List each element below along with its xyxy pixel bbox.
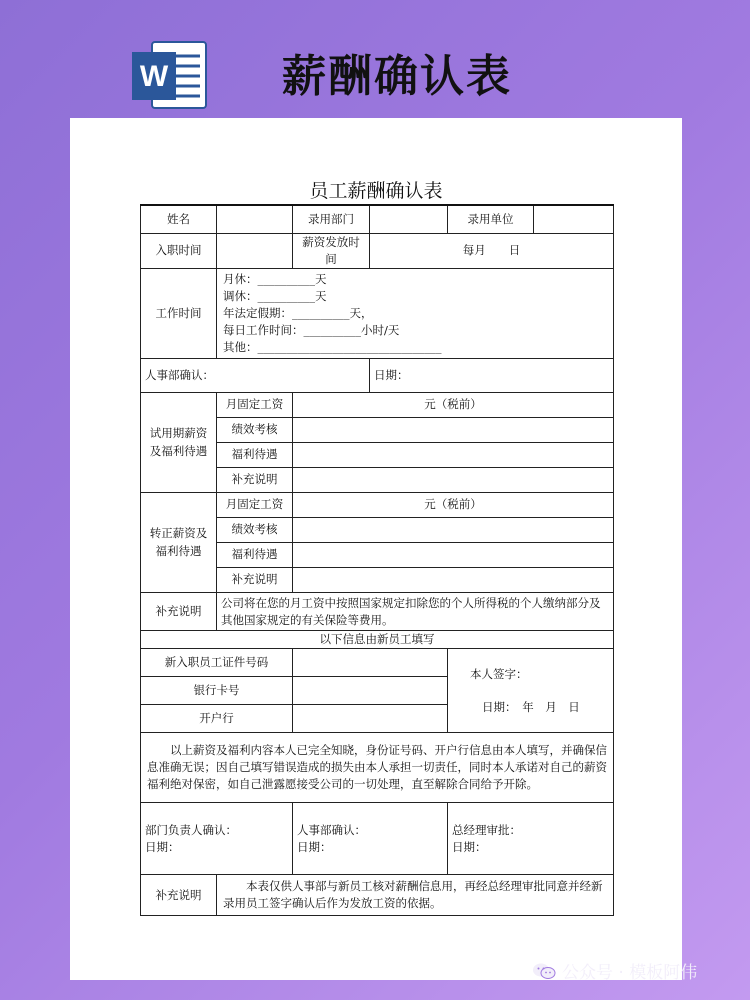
supplement-label: 补充说明 bbox=[141, 593, 217, 631]
regular-notes-field[interactable] bbox=[293, 568, 614, 593]
regular-label: 转正薪资及福利待遇 bbox=[141, 493, 217, 593]
join-date-field[interactable] bbox=[217, 233, 293, 269]
table-row bbox=[141, 593, 614, 631]
svg-text:W: W bbox=[139, 60, 169, 93]
signature-label: 本人签字： bbox=[470, 666, 528, 681]
bank-card-field[interactable] bbox=[293, 677, 448, 705]
salary-form-table bbox=[140, 204, 614, 916]
banner-title: 薪酬确认表 bbox=[282, 51, 512, 102]
id-number-field[interactable] bbox=[293, 649, 448, 677]
probation-item-salary: 月固定工资 bbox=[217, 393, 293, 418]
payday-label: 薪资发放时间 bbox=[293, 233, 370, 269]
unit-field[interactable] bbox=[534, 205, 614, 233]
regular-item-salary: 月固定工资 bbox=[217, 493, 293, 518]
other-line: 其他：________________________________ bbox=[223, 340, 442, 354]
probation-item-benefits: 福利待遇 bbox=[217, 443, 293, 468]
watermark-text: 公众号 · 模板阿伟 bbox=[562, 963, 698, 983]
worktime-label: 工作时间 bbox=[141, 269, 217, 359]
bank-branch-field[interactable] bbox=[293, 705, 448, 733]
daily-hours-line: 每日工作时间：__________小时/天 bbox=[223, 323, 400, 337]
new-employee-header: 以下信息由新员工填写 bbox=[141, 631, 614, 649]
final-note-text: 本表仅供人事部与新员工核对薪酬信息用，再经总经理审批同意并经新录用员工签字确认后作为发放工资的依据。 bbox=[217, 875, 614, 916]
gm-approval-date: 日期： bbox=[452, 839, 487, 854]
table-row bbox=[141, 205, 614, 233]
bank-branch-label: 开户行 bbox=[141, 705, 293, 733]
regular-performance-field[interactable] bbox=[293, 518, 614, 543]
gm-approval-label: 总经理审批： bbox=[452, 822, 521, 837]
hr-confirm-date[interactable]: 日期： bbox=[370, 359, 614, 393]
hr-approval-label: 人事部确认： bbox=[297, 822, 366, 837]
table-row bbox=[141, 233, 614, 269]
unit-label: 录用单位 bbox=[448, 205, 534, 233]
department-field[interactable] bbox=[370, 205, 448, 233]
wechat-icon bbox=[532, 962, 556, 980]
regular-benefits-field[interactable] bbox=[293, 543, 614, 568]
table-row bbox=[141, 875, 614, 916]
watermark bbox=[532, 958, 697, 983]
supplement-text: 公司将在您的月工资中按照国家规定扣除您的个人所得税的个人缴纳部分及其他国家规定的有关保险等费用。 bbox=[217, 593, 614, 631]
probation-benefits-field[interactable] bbox=[293, 443, 614, 468]
probation-item-notes: 补充说明 bbox=[217, 468, 293, 493]
probation-label: 试用期薪资及福利待遇 bbox=[141, 393, 217, 493]
table-row bbox=[141, 803, 614, 875]
table-row bbox=[141, 269, 614, 359]
name-field[interactable] bbox=[217, 205, 293, 233]
annual-holiday-line: 年法定假期：__________天， bbox=[223, 306, 373, 320]
document-page bbox=[70, 118, 682, 980]
id-number-label: 新入职员工证件号码 bbox=[141, 649, 293, 677]
gm-approval[interactable] bbox=[448, 803, 614, 875]
table-row bbox=[141, 649, 614, 677]
name-label: 姓名 bbox=[141, 205, 217, 233]
hr-approval-date: 日期： bbox=[297, 839, 332, 854]
bank-card-label: 银行卡号 bbox=[141, 677, 293, 705]
probation-item-performance: 绩效考核 bbox=[217, 418, 293, 443]
signature-date-label: 日期： 年 月 日 bbox=[482, 699, 580, 714]
hr-approval[interactable] bbox=[293, 803, 448, 875]
monthly-rest-line: 月休：__________天 bbox=[223, 272, 327, 286]
word-icon bbox=[130, 38, 210, 112]
document-title: 员工薪酬确认表 bbox=[309, 180, 443, 202]
payday-value[interactable]: 每月 日 bbox=[370, 233, 614, 269]
table-row bbox=[141, 631, 614, 649]
regular-item-performance: 绩效考核 bbox=[217, 518, 293, 543]
hr-confirm-label[interactable]: 人事部确认： bbox=[141, 359, 370, 393]
table-row bbox=[141, 733, 614, 803]
declaration-text: 以上薪资及福利内容本人已完全知晓，身份证号码、开户行信息由本人填写，并确保信息准确无误；因自己填写错误造成的损失由本人承担一切责任，同时本人承诺对自己的薪资福利绝对保密，如自己泄露愿接受公司的一切处理，直至解除合同给予开除。 bbox=[141, 733, 614, 803]
probation-notes-field[interactable] bbox=[293, 468, 614, 493]
time-off-line: 调休：__________天 bbox=[223, 289, 327, 303]
table-row bbox=[141, 493, 614, 518]
banner bbox=[0, 0, 750, 118]
dept-head-date: 日期： bbox=[145, 839, 180, 854]
regular-item-notes: 补充说明 bbox=[217, 568, 293, 593]
regular-item-benefits: 福利待遇 bbox=[217, 543, 293, 568]
department-label: 录用部门 bbox=[293, 205, 370, 233]
probation-performance-field[interactable] bbox=[293, 418, 614, 443]
join-date-label: 入职时间 bbox=[141, 233, 217, 269]
final-note-label: 补充说明 bbox=[141, 875, 217, 916]
regular-salary-value[interactable]: 元（税前） bbox=[293, 493, 614, 518]
worktime-details[interactable] bbox=[217, 269, 614, 359]
table-row bbox=[141, 393, 614, 418]
probation-salary-value[interactable]: 元（税前） bbox=[293, 393, 614, 418]
table-row bbox=[141, 359, 614, 393]
dept-head-label: 部门负责人确认： bbox=[145, 822, 237, 837]
dept-head-approval[interactable] bbox=[141, 803, 293, 875]
employee-signature-area[interactable] bbox=[448, 649, 614, 733]
